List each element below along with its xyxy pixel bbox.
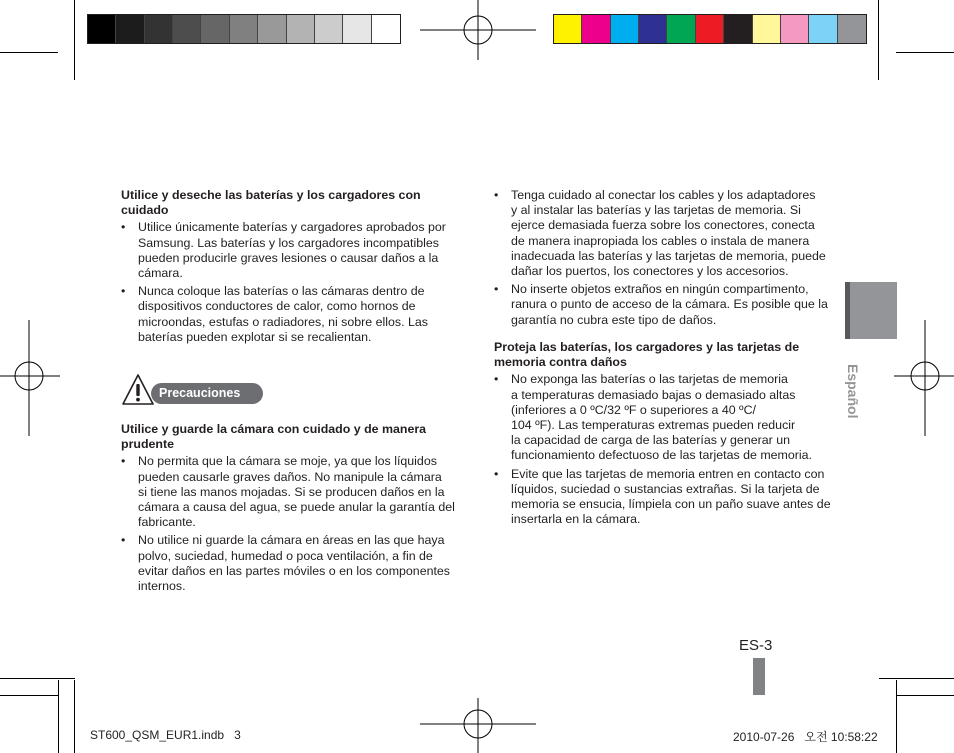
bullet-list [121, 220, 461, 345]
page-number-bar [753, 658, 765, 695]
color-swatch [724, 15, 752, 43]
section-heading-camera-care: Utilice y guarde la cámara con cuidado y de manera prudente [121, 422, 427, 452]
list-item: • No utilice ni guarde la cámara en áreas en las que haya polvo, suciedad, humedad o poca ventilación, a fin de evitar daños en las partes móviles o en los componentes internos. [121, 533, 461, 594]
list-item: • Tenga cuidado al conectar los cables y los adaptadores y al instalar las baterías y las tarjetas de memoria. Si ejerce demasiada fuerza sobre los conectores, conecta de manera inapropiada los cables o instala de manera inadecuada las baterías y las tarjetas de memoria, puede dañar los puertos, los conectores y los accesorios. [494, 188, 834, 279]
section-heading-protect-batteries: Proteja las baterías, los cargadores y las tarjetas de memoria contra daños [494, 340, 800, 370]
gray-swatch [173, 15, 201, 43]
grayscale-color-bar [87, 14, 401, 44]
registration-mark-icon [420, 698, 536, 753]
color-swatch [611, 15, 639, 43]
bullet-list [121, 454, 461, 594]
caution-label [121, 373, 263, 407]
bullet-list [494, 188, 834, 328]
color-swatch [781, 15, 809, 43]
slug-filename: ST600_QSM_EUR1.indb 3 [90, 728, 241, 742]
color-swatch [554, 15, 582, 43]
color-swatch [753, 15, 781, 43]
bullet-list [494, 372, 834, 527]
gray-swatch [258, 15, 286, 43]
color-swatch [696, 15, 724, 43]
gray-swatch [287, 15, 315, 43]
list-item: • Nunca coloque las baterías o las cámaras dentro de dispositivos conductores de calor, como hornos de microondas, estufas o radiadores, ni sobre ellos. Las baterías pueden explotar si se recalientan. [121, 284, 461, 345]
language-tab-accent [845, 282, 850, 339]
color-swatch [582, 15, 610, 43]
gray-swatch [116, 15, 144, 43]
gray-swatch [201, 15, 229, 43]
gray-swatch [145, 15, 173, 43]
right-column-lower [494, 340, 834, 530]
registration-mark-icon [894, 320, 954, 436]
list-item: • No inserte objetos extraños en ningún compartimento, ranura o punto de acceso de la cámara. Es posible que la garantía no cubra este tipo de daños. [494, 282, 834, 328]
gray-swatch [230, 15, 258, 43]
slug-timestamp: 2010-07-26 오전 10:58:22 [733, 730, 878, 744]
process-color-bar [553, 14, 867, 44]
color-swatch [667, 15, 695, 43]
registration-mark-icon [420, 0, 536, 60]
list-item: • No exponga las baterías o las tarjetas de memoria a temperaturas demasiado bajas o demasiado altas (inferiores a 0 ºC/32 ºF o superiores a 40 ºC/ 104 ºF). Las temperaturas extremas pueden reducir la capacidad de carga de las baterías y generar un funcionamiento defectuoso de las tarjetas de memoria. [494, 372, 834, 463]
gray-swatch [372, 15, 400, 43]
right-column [494, 188, 834, 331]
color-swatch [639, 15, 667, 43]
gray-swatch [343, 15, 371, 43]
caution-label-text: Precauciones [151, 383, 263, 404]
list-item: • Utilice únicamente baterías y cargadores aprobados por Samsung. Las baterías y los cargadores incompatibles pueden producirle graves lesiones o causar daños a la cámara. [121, 220, 461, 281]
gray-swatch [88, 15, 116, 43]
language-tab-label: Español [845, 364, 861, 419]
registration-mark-icon [0, 320, 60, 436]
left-column-lower [121, 422, 461, 597]
language-tab-block [845, 282, 897, 339]
caution-triangle-icon [121, 373, 155, 407]
color-swatch [838, 15, 866, 43]
color-swatch [809, 15, 837, 43]
page-number: ES-3 [739, 637, 773, 654]
list-item: • No permita que la cámara se moje, ya que los líquidos pueden causarle graves daños. No manipule la cámara si tiene las manos mojadas. Si se producen daños en la cámara a causa del agua, se puede anular la garantía del fabricante. [121, 454, 461, 530]
list-item: • Evite que las tarjetas de memoria entren en contacto con líquidos, suciedad o sustancias extrañas. Si la tarjeta de memoria se ensucia, límpiela con un paño suave antes de insertarla en la cámara. [494, 467, 834, 528]
section-heading-batteries: Utilice y deseche las baterías y los cargadores con cuidado [121, 188, 421, 218]
gray-swatch [315, 15, 343, 43]
left-column [121, 188, 461, 348]
